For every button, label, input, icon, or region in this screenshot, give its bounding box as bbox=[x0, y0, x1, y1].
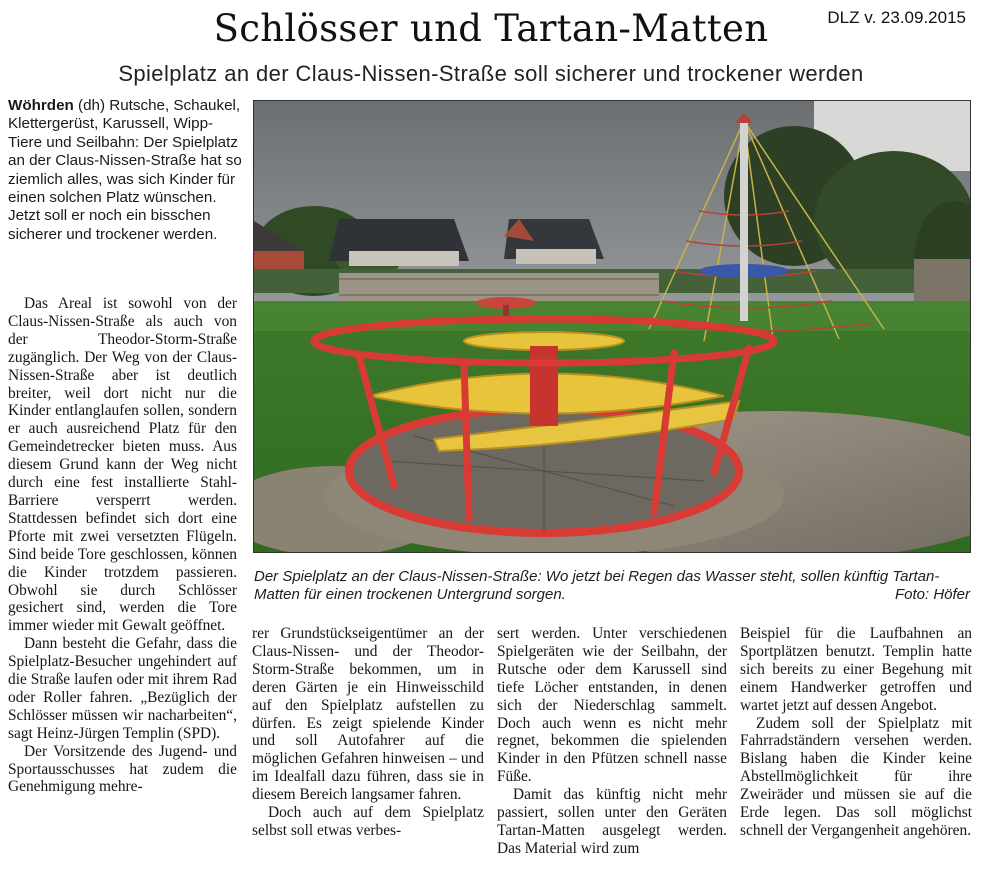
paragraph: Doch auch auf dem Spielplatz selbst soll etwas verbes- bbox=[252, 804, 484, 839]
lead-paragraph bbox=[8, 97, 244, 244]
paragraph: Beispiel für die Laufbahnen an Sportplätzen benutzt. Templin hatte sich bereits zu einer Begehung mit einem Handwerker getroffen und wartet jetzt auf dessen Angebot. bbox=[740, 625, 972, 714]
paragraph: Damit das künftig nicht mehr passiert, sollen unter den Geräten Tartan-Matten ausgelegt werden. Das Material wird zum bbox=[497, 786, 727, 857]
paragraph: Dann besteht die Gefahr, dass die Spielplatz-Besucher ungehindert auf die Straße laufen oder mit ihrem Rad oder Roller fahren. „Bezüglich der Schlösser müssen wir nacharbeiten“, sagt Heinz-Jürgen Templin (SPD). bbox=[8, 635, 237, 742]
article-column-3 bbox=[497, 625, 727, 858]
caption-text: Der Spielplatz an der Claus-Nissen-Straße: Wo jetzt bei Regen das Wasser steht, sollen künftig Tartan-Matten für einen trockenen Untergrund sorgen. bbox=[254, 568, 940, 603]
playground-photo bbox=[253, 100, 971, 553]
article-column-1 bbox=[8, 295, 237, 796]
paragraph: rer Grundstückseigentümer an der Claus-Nissen- und der Theodor-Storm-Straße bekommen, um in deren Gärten je ein Hinweisschild auf den Spielplatz aufstellen zu dürfen. Es zeigt spielende Kinder und soll Autofahrer auf die möglichen Gefahren hinweisen – und im Idealfall dazu führen, dass sie in diesem Bereich langsamer fahren. bbox=[252, 625, 484, 804]
subheadline: Spielplatz an der Claus-Nissen-Straße soll sicherer und trockener werden bbox=[118, 61, 864, 86]
headline: Schlösser und Tartan-Matten bbox=[213, 7, 769, 50]
photo-credit: Foto: Höfer bbox=[894, 586, 970, 603]
dateline: Wöhrden bbox=[8, 97, 74, 114]
photo-caption bbox=[254, 568, 970, 604]
paragraph: sert werden. Unter verschiedenen Spielgeräten wie der Seilbahn, der Rutsche oder dem Karussell sind tiefe Löcher entstanden, in denen sich der Niederschlag sammelt. Doch auch wenn es nicht mehr regnet, bekommen die spielenden Kinder in den Pfützen schnell nasse Füße. bbox=[497, 625, 727, 786]
paragraph: Der Vorsitzende des Jugend- und Sportausschusses hat zudem die Genehmigung mehre- bbox=[8, 742, 237, 796]
article-column-4 bbox=[740, 625, 972, 840]
paragraph: Das Areal ist sowohl von der Claus-Nissen-Straße als auch von der Theodor-Storm-Straße zugänglich. Der Weg von der Claus-Nissen-Straße aber ist deutlich breiter, weil dort nicht nur die Kinder entlanglaufen sollen, sondern er auch ausreichend Platz für den Gemeindetrecker bieten muss. Aus diesem Grund kann der Weg nicht durch eine fest installierte Stahl-Barriere versperrt werden. Stattdessen befindet sich dort eine Pforte mit zwei versetzten Flügeln. Sind beide Tore geschlossen, können die Kinder trotzdem passieren. Obwohl sie durch Schlösser gesichert sind, werden die Tore immer wieder mit Gewalt geöffnet. bbox=[8, 295, 237, 635]
lead-text: (dh) Rutsche, Schaukel, Klettergerüst, Karussell, Wipp-Tiere und Seilbahn: Der Spielplatz an der Claus-Nissen-Straße hat so ziemlich alles, was sich Kinder für einen solchen Platz wünschen. Jetzt soll er noch ein bisschen sicherer und trockener werden. bbox=[8, 97, 242, 243]
paragraph: Zudem soll der Spielplatz mit Fahrradständern versehen werden. Bislang haben die Kinder keine Abstellmöglichkeit für ihre Zweiräder und müssen sie auf die Erde legen. Das soll möglichst schnell der Vergangenheit angehören. bbox=[740, 714, 972, 839]
source-date-tag: DLZ v. 23.09.2015 bbox=[827, 8, 966, 27]
article-column-2 bbox=[252, 625, 484, 840]
